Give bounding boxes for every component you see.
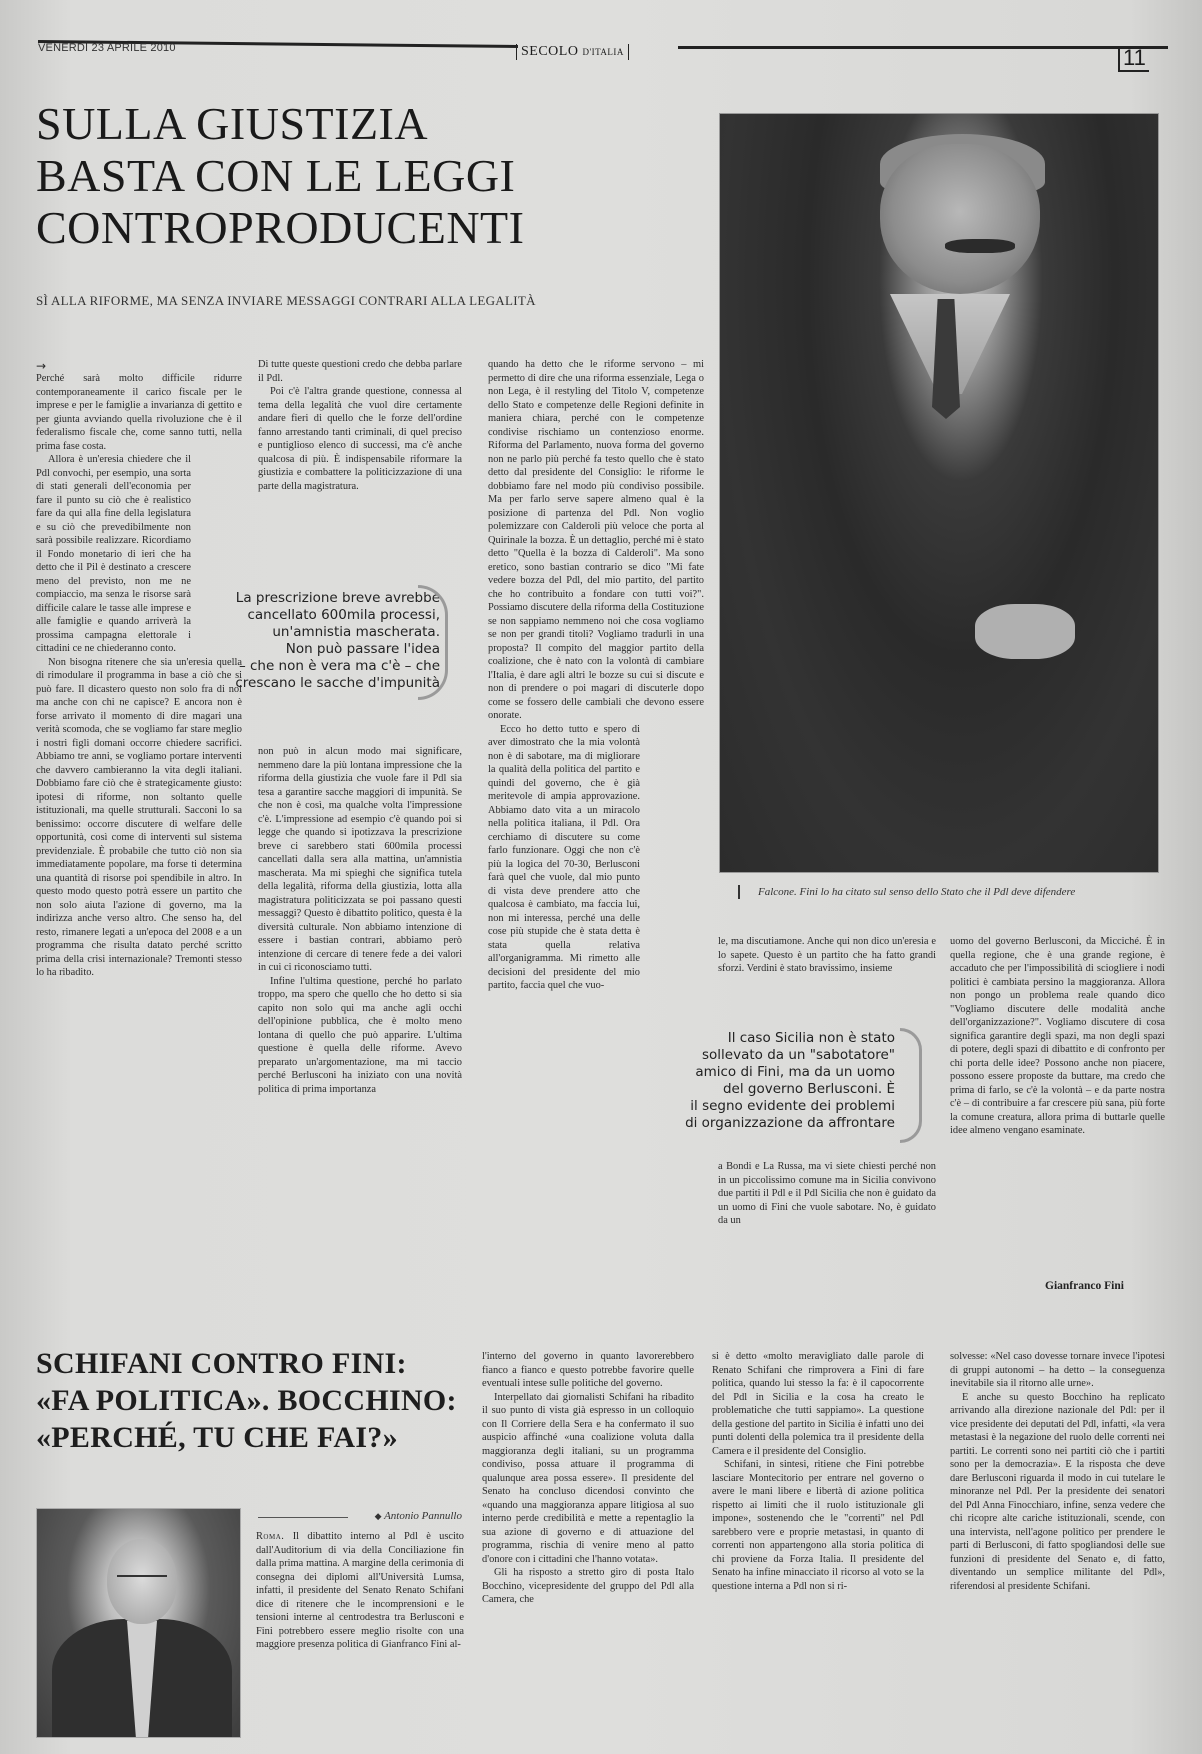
pull-quote-bracket bbox=[900, 1028, 922, 1143]
paragraph: E anche su questo Bocchino ha replicato arrivando alla direzione nazionale del Pdl: per il vice presidente dei deputati del Pdl, infatti, «la vera metastasi è la negazione del ruolo delle correnti nei partiti. Le correnti sono nei partiti ciò che i partiti sono per la democrazia». E la risposta che deve dare Berlusconi riguarda il modo in cui tutelare le minoranze nel Pdl. Per la presidente dei senatori del Pdl Anna Finocchiaro, infine, senza vedere che chi ricopre alte cariche istituzionali, scende, con una intervista, nell'agone politico per prendere le parti di Berlusconi, di fatto spogliandosi delle sue funzioni di presidente del Senato e, di fatto, diventando un semplice militante del Pdl», riferendosi al presidente Schifani. bbox=[950, 1391, 1165, 1592]
photo-detail bbox=[945, 239, 1015, 253]
headline-line: SCHIFANI CONTRO FINI: bbox=[36, 1347, 407, 1380]
newspaper-title-suffix: D'ITALIA bbox=[582, 47, 624, 57]
newspaper-title: SECOLO bbox=[521, 44, 579, 59]
issue-date: VENERDÌ 23 APRILE 2010 bbox=[38, 42, 176, 54]
byline bbox=[252, 1510, 462, 1522]
dateline: Roma. bbox=[256, 1531, 285, 1542]
paragraph: quando ha detto che le riforme servono – mi permetto di dire che una riforma essenziale, Lega o non Lega, è il restyling del Titolo V, competenze dello Stato e competenze delle Regioni definite in maniera chiara, perché con le competenze condivise rischiamo un contenzioso enorme. Riforma del Parlamento, nuova forma del governo non ne parlo più perché fa testo quello che è stato detto dal presidente del Consiglio: le riforme le dobbiamo fare nel modo più condiviso possibile. Ma per farlo serve sapere almeno qual è la posizione di partenza del Pdl. Non voglio polemizzare con Calderoli più veloce che porta al Quirinale la bozza. È un dettaglio, perché mi è stato detto "Quella è la bozza di Calderoli". Ma sono eretico, sono bastian contrario se dico "Mi fate vedere bozza del Pdl, del mio partito, del partito che ho contribuito a fondare con tutti voi?". Possiamo discutere della riforma della Costituzione se non sappiamo nemmeno noi che cosa vogliamo se non per grandi titoli? Vogliamo tradurli in una proposta? Il compito del maggior partito della coalizione, che è nato con la volontà di cambiare l'Italia, è dare agli altri le bozze su cui si discute e non di prendere o poi magari di discuterle dopo come se fossero delle cambiali che devono essere onorate. bbox=[488, 359, 704, 721]
masthead-rule-right bbox=[678, 46, 1168, 49]
headline-line: BASTA CON LE LEGGI bbox=[36, 150, 516, 201]
photo-detail bbox=[975, 604, 1075, 659]
paragraph: Non bisogna ritenere che sia un'eresia quella di rimodulare il programma in base a ciò che si può fare. Il dicastero questo non solo fra di noi ma anche con chi ne capisce? E ancora non è forse arrivato il momento di dire magari una verità scomoda, che se vogliamo far stare meglio i nostri figli domani occorre chiedere sacrifici. Abbiamo tre anni, se vogliamo portare interventi che davvero cambieranno la vita degli italiani. Dobbiamo fare ciò che è strategicamente giusto: ipotesi di riforme, non soltanto quelle istituzionali, ma quelle strutturali. Sacconi lo sa benissimo: occorre discutere di welfare delle opportunità, così come di interventi sul sistema previdenziale. È probabile che tutto ciò non sia immediatamente popolare, ma forse ti determina una quantità di risorse poi spendibile in altro. In questo modo questo potrà essere un partito che non solo aiuta l'azione di governo, ma la indirizza anche verso altro. Che senso ha, del resto, rimanere legati a un'epoca del 2008 e a un programma che risulta datato perché scritto prima della crisi internazionale? Tremonti stesso lo ha ribadito. bbox=[36, 656, 242, 978]
pull-quote-line: – che non è vera ma c'è – che bbox=[238, 658, 440, 674]
photo-schifani bbox=[36, 1508, 241, 1738]
byline-author: Antonio Pannullo bbox=[384, 1510, 462, 1522]
photo-caption: Falcone. Fini lo ha citato sul senso dello Stato che il Pdl deve difendere bbox=[738, 885, 1178, 899]
pull-quote-line: il segno evidente dei problemi bbox=[690, 1098, 895, 1114]
headline-line: CONTROPRODUCENTI bbox=[36, 202, 525, 253]
article-subheadline: SÌ ALLA RIFORME, MA SENZA INVIARE MESSAGGI CONTRARI ALLA LEGALITÀ bbox=[36, 293, 536, 308]
newspaper-name bbox=[516, 44, 629, 60]
pull-quote-bracket bbox=[418, 585, 448, 700]
pull-quote-line: crescano le sacche d'impunità bbox=[235, 675, 440, 691]
pull-quote-line: La prescrizione breve avrebbe bbox=[235, 590, 440, 606]
paragraph: Gli ha risposto a stretto giro di posta Italo Bocchino, vicepresidente del gruppo del Pdl alla Camera, che bbox=[482, 1567, 694, 1605]
pull-quote-line: sollevato da un "sabotatore" bbox=[702, 1047, 895, 1063]
article-2-column-4 bbox=[950, 1350, 1165, 1593]
headline-line: SULLA GIUSTIZIA bbox=[36, 98, 429, 149]
photo-detail bbox=[117, 1575, 167, 1581]
photo-detail bbox=[880, 144, 1040, 294]
paragraph: l'interno del governo in quanto lavorerebbero fianco a fianco e questo potrebbe favorire quelle eventuali intese sulle politiche del governo. bbox=[482, 1351, 694, 1389]
paragraph: Interpellato dai giornalisti Schifani ha ribadito il suo punto di vista già espresso in un colloquio con Il Corriere della Sera e ha confermato il suo auspicio affinché «una coalizione voluta dalla maggioranza degli italiani, su un programma condiviso, possa attuare il programma di qualunque area possa essere». Il presidente del Senato ha concluso dicendosi convinto che «quando una maggioranza appare litigiosa al suo interno perde credibilità e mette a repentaglio la sua azione di governo e di attuazione del programma, rischia di venire meno al patto d'onore con i cittadini che l'hanno votata». bbox=[482, 1391, 694, 1565]
author-signature: Gianfranco Fini bbox=[1045, 1280, 1124, 1292]
article-column-5 bbox=[950, 935, 1165, 1138]
paragraph: si è detto «molto meravigliato dalle parole di Renato Schifani che rimprovera a Fini di fare politica, quando lui stesso la fa: è il capocorrente del Pdl in Sicilia e la cosa ha creato le problematiche che tutti sappiamo». La questione della gestione del partito in Sicilia è infatti uno dei punti dolenti della polemica tra il presidente della Camera e il presidente del Consiglio. bbox=[712, 1351, 924, 1457]
paragraph: Poi c'è l'altra grande questione, connessa al tema della legalità che vuol dire certamente andare fieri di quello che le forze dell'ordine fanno arrestando tanti criminali, di quel preciso e puntiglioso elenco di successi, ma c'è anche qualcosa di più. È indispensabile riformare la giustizia e combattere la politicizzazione di una parte della magistratura. bbox=[258, 386, 462, 492]
arrow-right-icon: → bbox=[36, 359, 47, 373]
paragraph: Di tutte queste questioni credo che debba parlare il Pdl. bbox=[258, 359, 462, 384]
headline-line: «PERCHÉ, TU CHE FAI?» bbox=[36, 1421, 398, 1454]
paragraph: le, ma discutiamone. Anche qui non dico un'eresia e lo sapete. Questo è un partito che ha fatto grandi sforzi. Verdini è stato bravissimo, insieme bbox=[718, 936, 936, 974]
paragraph: Ecco ho detto tutto e spero di aver dimostrato che la mia volontà non è di sabotare, ma di migliorare la qualità della politica del partito e quindi del governo, che è già meritevole di ampia approvazione. Abbiamo dato vita a un miracolo nella politica italiana, il Pdl. Ora cerchiamo di discutere su come farlo funzionare. Oggi che non c'è più la logica del 70-30, Berlusconi farà quel che vuole, dal mio punto di vista deve prendere atto che qualcosa è cambiato, ma faccia lui, non mi interessa, perché una delle cose più stupide che è stata detta è stata quella relativa all'organigramma. Mi rimetto alle decisioni del presidente del mio partito, faccia quel che vuo- bbox=[488, 723, 640, 991]
article-2-column-2 bbox=[482, 1350, 694, 1607]
paragraph: Infine l'ultima questione, perché ho parlato troppo, ma spero che quello che ho detto si sia capito non solo qui ma anche agli occhi dell'opinione pubblica, che è molto meno lontana di quello che può apparire. L'ultima questione è quella delle riforme. Avevo preparato un'argomentazione, ma mi taccio perché Berlusconi ha iniziato con una novità politica di prima importanza bbox=[258, 975, 462, 1095]
paragraph: a Bondi e La Russa, ma vi siete chiesti perché non in un piccolissimo comune ma in Sicilia convivono due partiti il Pdl e il Pdl Sicilia che non è guidato da un uomo di Fini che vuole sabotare. No, è guidato da un bbox=[718, 1161, 936, 1226]
paragraph: non può in alcun modo mai significare, nemmeno dare la più lontana impressione che la riforma della giustizia che vuole fare il Pdl sia tesa a garantire sacche maggiori di impunità. Se che non è così, ma qualche volta l'impressione c'è. L'impressione ad esempio c'è quando poi si legge che quando si ipotizzava la prescrizione breve ci sarebbero stati 600mila processi cancellati dalla sera alla mattina, un'amnistia mascherata. Ma mi spieghi che significa tutela della legalità, riforma della giustizia, lotta alla magistratura politicizzata se poi passano questi messaggi? Questo è dibattito politico, questa è la diversità culturale. Non abbiamo intenzione di essere i bastian contrari, abbiamo però intenzione di cercare di tenere fede a dei valori in cui ci riconosciamo tutti. bbox=[258, 746, 462, 973]
article-2-column-1 bbox=[256, 1530, 464, 1652]
article-column-4-bottom bbox=[718, 1160, 936, 1228]
paragraph: uomo del governo Berlusconi, da Micciché. È in quella regione, che è una grande regione, è accaduto che per l'impossibilità di sciogliere i nodi politici è cambiata persino la maggioranza. Allora non pongo un problema reale quando dico "Vogliamo discutere delle modalità anche dell'organizzazione?". Vogliamo discutere di cosa significa garantire degli spazi, ma non degli spazi di potere, degli spazi di dibattito e di confronto per chi porta delle idee? Possono anche non piacere, possono essere proposte da buttare, ma credo che prima di farlo, se c'è la volontà – e da parte nostra c'è – di contribuire a far crescere più sana, più forte la comune creatura, allora prima di buttarle quelle idee almeno vengano esaminate. bbox=[950, 936, 1165, 1136]
diamond-icon: ◆ bbox=[374, 1511, 382, 1521]
paragraph-text: Il dibattito interno al Pdl è uscito dall'Auditorium di via della Conciliazione fin dalla prima mattina. A margine della cerimonia di consegna dei diplomi all'Università Lumsa, infatti, il presidente del Senato Renato Schifani dice di ritenere che le incomprensioni e le tensioni interne al centrodestra tra Berlusconi e Fini potrebbero essere meglio risolte con una maggiore presenza politica di Gianfranco Fini al- bbox=[256, 1531, 464, 1650]
paragraph: solvesse: «Nel caso dovesse tornare invece l'ipotesi di gruppi autonomi – ha detto – la conseguenza inevitabile sia il ritorno alle urne». bbox=[950, 1351, 1165, 1389]
article-headline bbox=[36, 98, 676, 254]
paragraph: Perché sarà molto difficile ridurre contemporaneamente il carico fiscale per le imprese e per le famiglie a invarianza di gettito e per giunta avviando quella rivoluzione che è il federalismo fiscale che, come sanno tutti, nella prima fase costa. bbox=[36, 373, 242, 452]
pull-quote-line: di organizzazione da affrontare bbox=[685, 1115, 895, 1131]
pull-quote-line: del governo Berlusconi. È bbox=[722, 1081, 895, 1097]
photo-falcone bbox=[719, 113, 1159, 873]
article-column-4-top bbox=[718, 935, 936, 976]
article-column-2-bottom bbox=[258, 745, 462, 1096]
article-2-column-3 bbox=[712, 1350, 924, 1593]
pull-quote-line: Il caso Sicilia non è stato bbox=[727, 1030, 895, 1046]
pull-quote-line: un'amnistia mascherata. bbox=[272, 624, 440, 640]
paragraph bbox=[256, 1530, 464, 1652]
headline-line: «FA POLITICA». BOCCHINO: bbox=[36, 1384, 457, 1417]
pull-quote bbox=[660, 1030, 895, 1132]
page-number: 11 bbox=[1118, 46, 1149, 72]
pull-quote-line: Non può passare l'idea bbox=[285, 641, 440, 657]
pull-quote-line: cancellato 600mila processi, bbox=[247, 607, 440, 623]
article-column-2-top bbox=[258, 358, 462, 493]
article-2-headline bbox=[36, 1345, 496, 1456]
photo-detail bbox=[107, 1539, 177, 1624]
pull-quote-line: amico di Fini, ma da un uomo bbox=[695, 1064, 895, 1080]
article-column-3 bbox=[488, 358, 704, 993]
masthead bbox=[38, 30, 1168, 70]
pull-quote bbox=[190, 590, 440, 692]
paragraph: Schifani, in sintesi, ritiene che Fini potrebbe lasciare Montecitorio per entrare nel governo o avere le mani libere e libertà di azione politica rispetto ai limiti che il ruolo istituzionale gli impone», sostenendo che le "correnti" nel Pdl sarebbero vere e proprie metastasi, in quanto di correnti non appartengono alla storia politica di chi proviene da Forza Italia. Il presidente del Senato ha infine minacciato il ricorso al voto se la questione interna a Pdl non si ri- bbox=[712, 1459, 924, 1592]
paragraph: Allora è un'eresia chiedere che il Pdl convochi, per esempio, una sorta di stati generali dell'economia per fare il punto su ciò che è realistico fare da qui alla fine della legislatura e su ciò che prevedibilmente non sarà possibile realizzare. Ricordiamo il Fondo monetario di ieri che ha detto che il Pil è destinato a crescere meno del previsto, non me ne compiaccio, ma senza le risorse sarà difficile calare le tasse alle imprese e alle famiglie e quando arriverà la prossima campagna elettorale i cittadini ce ne chiederanno conto. bbox=[36, 454, 191, 654]
